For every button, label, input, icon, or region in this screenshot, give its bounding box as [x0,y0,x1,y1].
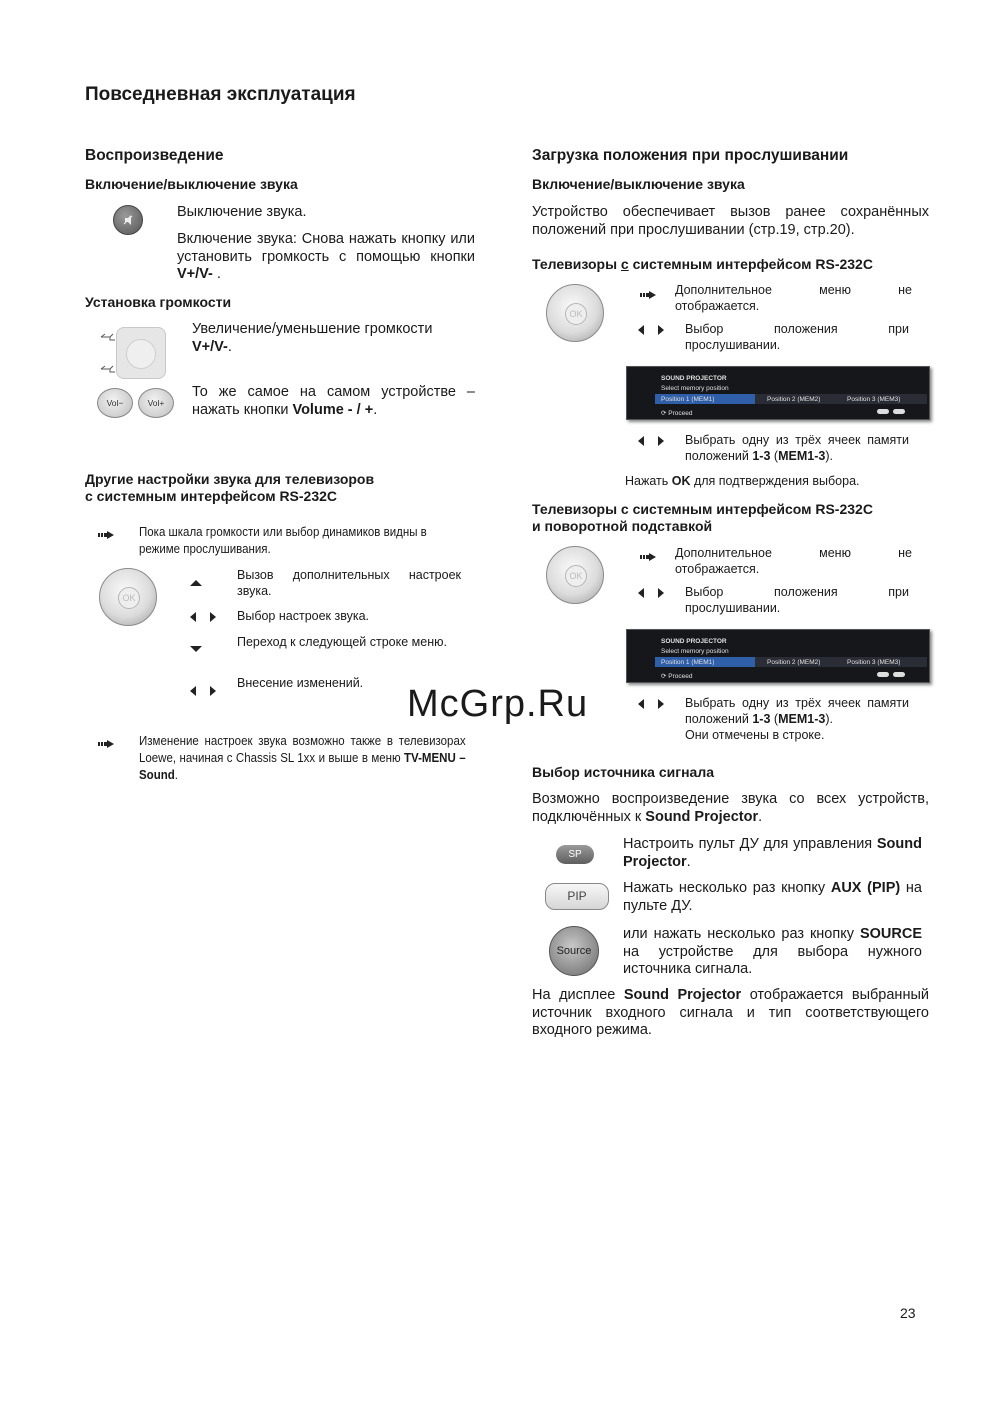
screen-position-1: Position 1 (MEM1) [661,659,715,666]
arrow-right-small-icon [658,588,664,598]
arrow-right-small-icon [658,325,664,335]
ok-navigation-button: OK [546,284,604,342]
pip-button: PIP [545,883,609,910]
rs232-swivel-heading: Телевизоры с системным интерфейсом RS-232C и поворотной подставкой [532,501,873,534]
rs232-heading: Телевизоры с системным интерфейсом RS-232C [532,256,873,272]
source-button: Source [549,926,599,976]
source-text: или нажать несколько раз кнопку SOURCE на устройстве для выбора нужного источника сигнала. [623,926,922,977]
sound-projector-screen [626,366,930,420]
page-title: Повседневная эксплуатация [85,84,356,105]
screen-proceed: ⟳ Proceed [661,673,693,680]
screen-position-3: Position 3 (MEM3) [847,659,901,666]
vol-plus-button: Vol+ [138,388,174,418]
arrow-right-icon [640,291,656,299]
arrow-right-icon [98,740,114,748]
display-text: На дисплее Sound Projector отображается выбранный источник входного сигнала и тип соответствующего входного режима. [532,987,929,1038]
arrow-right-small-icon [210,612,216,622]
positions-intro: Устройство обеспечивает вызов ранее сохранённых положений при прослушивании (стр.19, стр.20). [532,204,929,238]
screen-position-1: Position 1 (MEM1) [661,396,715,403]
mute-off-text: Выключение звука. [177,204,307,220]
press-ok-text: Нажать OK для подтверждения выбора. [625,474,860,488]
hand-pointer-icon [100,363,118,375]
arrow-up-icon [190,580,202,586]
arrow-left-icon [638,436,644,446]
sp-button: SP [556,845,594,864]
extra-menu-not-shown: Дополнительное меню не отображается. [675,283,912,313]
lr-text: Выбор настроек звука. [237,609,370,623]
source-heading: Выбор источника сигнала [532,764,714,780]
page-number: 23 [900,1305,916,1321]
pip-text: Нажать несколько раз кнопку AUX (PIP) на пульте ДУ. [623,880,922,914]
arrow-left-icon [638,588,644,598]
screen-position-2: Position 2 (MEM2) [767,659,821,666]
ok-navigation-button: OK [99,568,157,626]
arrow-down-icon [190,646,202,652]
arrow-right-small-icon [658,436,664,446]
screen-position-3: Position 3 (MEM3) [847,396,901,403]
extra-menu-not-shown-2: Дополнительное меню не отображается. [675,546,912,576]
select-memory-text-2: Выбрать одну из трёх ячеек памяти положений 1-3 (MEM1-3). Они отмечены в строке. [685,696,909,742]
volume-heading: Установка громкости [85,294,232,310]
arrow-right-small-icon [658,699,664,709]
screen-proceed: ⟳ Proceed [661,410,693,417]
mute-button [113,205,143,235]
down-text: Переход к следующей строке меню. [237,635,447,649]
vol-minus-button: Vol− [97,388,133,418]
arrow-right-small-icon [210,686,216,696]
screen-position-2: Position 2 (MEM2) [767,396,821,403]
other-settings-heading: Другие настройки звука для телевизоров с системным интерфейсом RS-232C [85,471,375,504]
note-volume-scale: Пока шкала громкости или выбор динамиков видны в режиме прослушивания. [139,525,427,556]
screen-subtitle: Select memory position [661,385,729,392]
section-title-playback: Воспроизведение [85,147,224,164]
arrow-left-icon [190,686,196,696]
screen-title: SOUND PROJECTOR [661,638,727,645]
hand-pointer-icon [100,331,118,343]
select-memory-text: Выбрать одну из трёх ячеек памяти положений 1-3 (MEM1-3). [685,433,909,463]
remote-volume-illustration [100,325,166,379]
watermark: McGrp.Ru [407,683,589,725]
mute-on-text: Включение звука: Снова нажать кнопку или установить громкость с помощью кнопки V+/V- . [177,231,475,282]
source-intro: Возможно воспроизведение звука со всех устройств, подключённых к Sound Projector. [532,791,929,825]
screen-subtitle: Select memory position [661,648,729,655]
select-position-text: Выбор положения при прослушивании. [685,322,909,352]
up-text: Вызов дополнительных настроек звука. [237,568,461,598]
arrow-right-icon [98,531,114,539]
device-volume-text: То же самое на самом устройстве – нажать кнопки Volume - / +. [192,384,475,418]
select-position-text-2: Выбор положения при прослушивании. [685,585,909,615]
note-loewe: Изменение настроек звука возможно также в телевизорах Loewe, начиная с Chassis SL 1xx и выше в меню TV-MENU – Sound. [139,734,466,782]
arrow-left-icon [638,699,644,709]
mute-heading: Включение/выключение звука [85,176,298,192]
mute-icon [114,206,142,234]
screen-title: SOUND PROJECTOR [661,375,727,382]
lr2-text: Внесение изменений. [237,676,364,690]
section-title-positions: Загрузка положения при прослушивании [532,147,849,164]
arrow-right-icon [640,553,656,561]
sp-text: Настроить пульт ДУ для управления Sound Projector. [623,836,922,870]
arrow-left-icon [190,612,196,622]
volume-text: Увеличение/уменьшение громкости V+/V-. [192,321,433,355]
ok-navigation-button: OK [546,546,604,604]
arrow-left-icon [638,325,644,335]
sound-projector-screen-2 [626,629,930,683]
right-mute-heading: Включение/выключение звука [532,176,745,192]
